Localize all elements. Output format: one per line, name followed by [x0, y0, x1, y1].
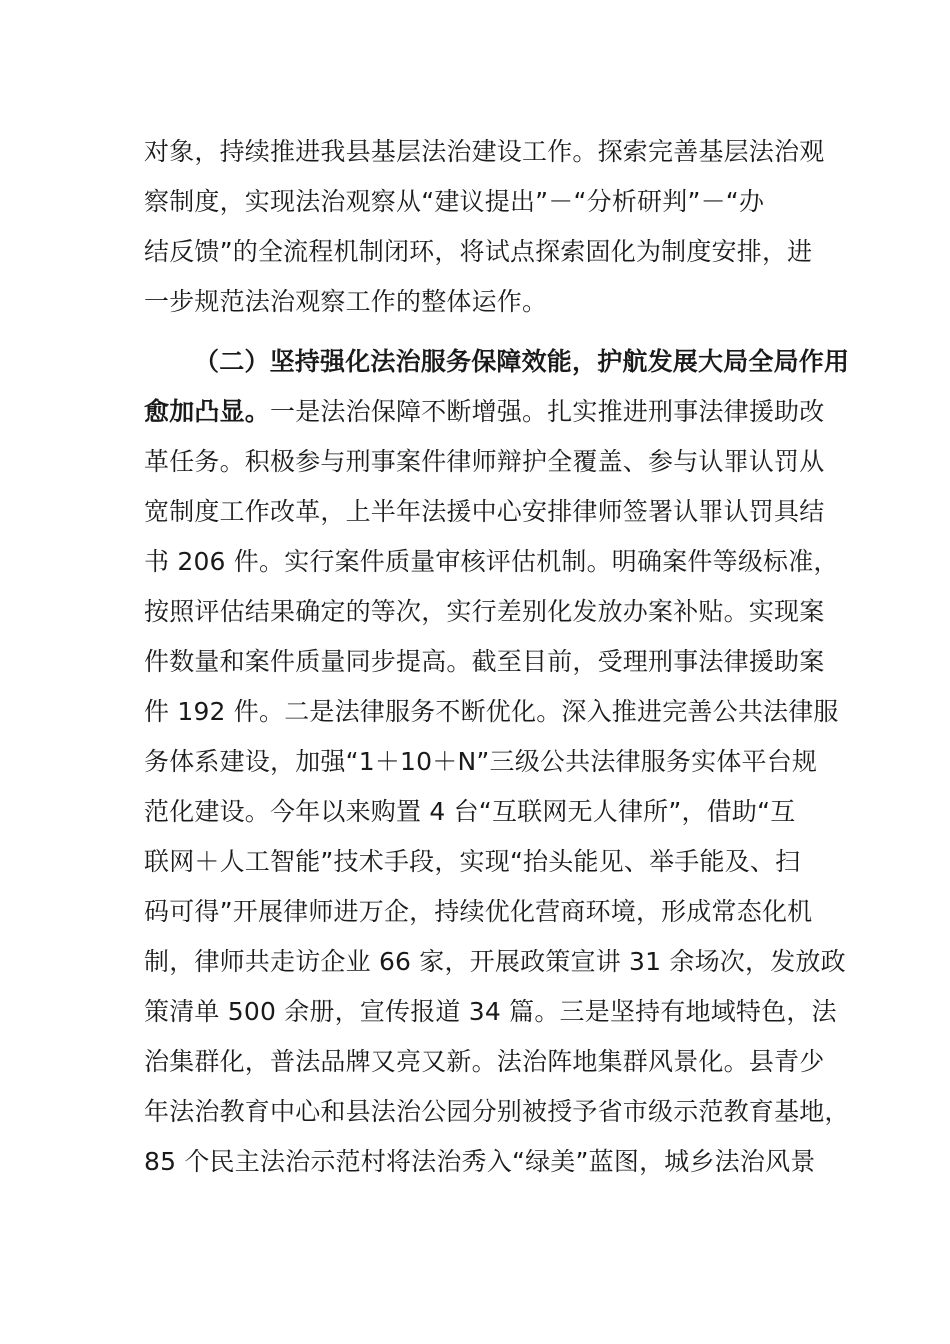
paragraph-line [144, 387, 825, 437]
paragraph-line: 85 个民主法治示范村将法治秀入“绿美”蓝图，城乡法治风景 [144, 1147, 816, 1176]
paragraph-line: 治集群化，普法品牌又亮又新。法治阵地集群风景化。县青少 [144, 1047, 825, 1076]
paragraph-line: 对象，持续推进我县基层法治建设工作。探索完善基层法治观 [144, 137, 825, 166]
paragraph-line: 制，律师共走访企业 66 家，开展政策宣讲 31 余场次，发放政 [144, 947, 846, 976]
paragraph-line: 一步规范法治观察工作的整体运作。 [144, 287, 548, 316]
paragraph-line: 书 206 件。实行案件质量审核评估机制。明确案件等级标准， [144, 547, 839, 576]
paragraph-line: 策清单 500 余册，宣传报道 34 篇。三是坚持有地域特色，法 [144, 997, 837, 1026]
paragraph-1 [144, 127, 825, 327]
section-heading: （二）坚持强化法治服务保障效能，护航发展大局全局作用 [194, 347, 850, 376]
paragraph-line: 件数量和案件质量同步提高。截至目前，受理刑事法律援助案 [144, 647, 825, 676]
paragraph-line: 革任务。积极参与刑事案件律师辩护全覆盖、参与认罪认罚从 [144, 447, 825, 476]
paragraph-line: 察制度，实现法治观察从“建议提出”－“分析研判”－“办 [144, 187, 765, 216]
paragraph-text: 一是法治保障不断增强。扎实推进刑事法律援助改 [270, 397, 825, 426]
paragraph-line: 码可得”开展律师进万企，持续优化营商环境，形成常态化机 [144, 897, 813, 926]
paragraph-line: 件 192 件。二是法律服务不断优化。深入推进完善公共法律服 [144, 697, 839, 726]
paragraph-line: 宽制度工作改革，上半年法援中心安排律师签署认罪认罚具结 [144, 497, 825, 526]
paragraph-line: 范化建设。今年以来购置 4 台“互联网无人律所”，借助“互 [144, 797, 796, 826]
paragraph-2 [144, 337, 850, 1187]
section-heading-end: 愈加凸显。 [144, 397, 271, 426]
paragraph-line: 年法治教育中心和县法治公园分别被授予省市级示范教育基地， [144, 1097, 850, 1126]
paragraph-line: 联网＋人工智能”技术手段，实现“抬头能见、举手能及、扫 [144, 847, 801, 876]
paragraph-line: 按照评估结果确定的等次，实行差别化发放办案补贴。实现案 [144, 597, 825, 626]
paragraph-line: 结反馈”的全流程机制闭环，将试点探索固化为制度安排，进 [144, 237, 813, 266]
paragraph-line: 务体系建设，加强“1＋10＋N”三级公共法律服务实体平台规 [144, 747, 818, 776]
